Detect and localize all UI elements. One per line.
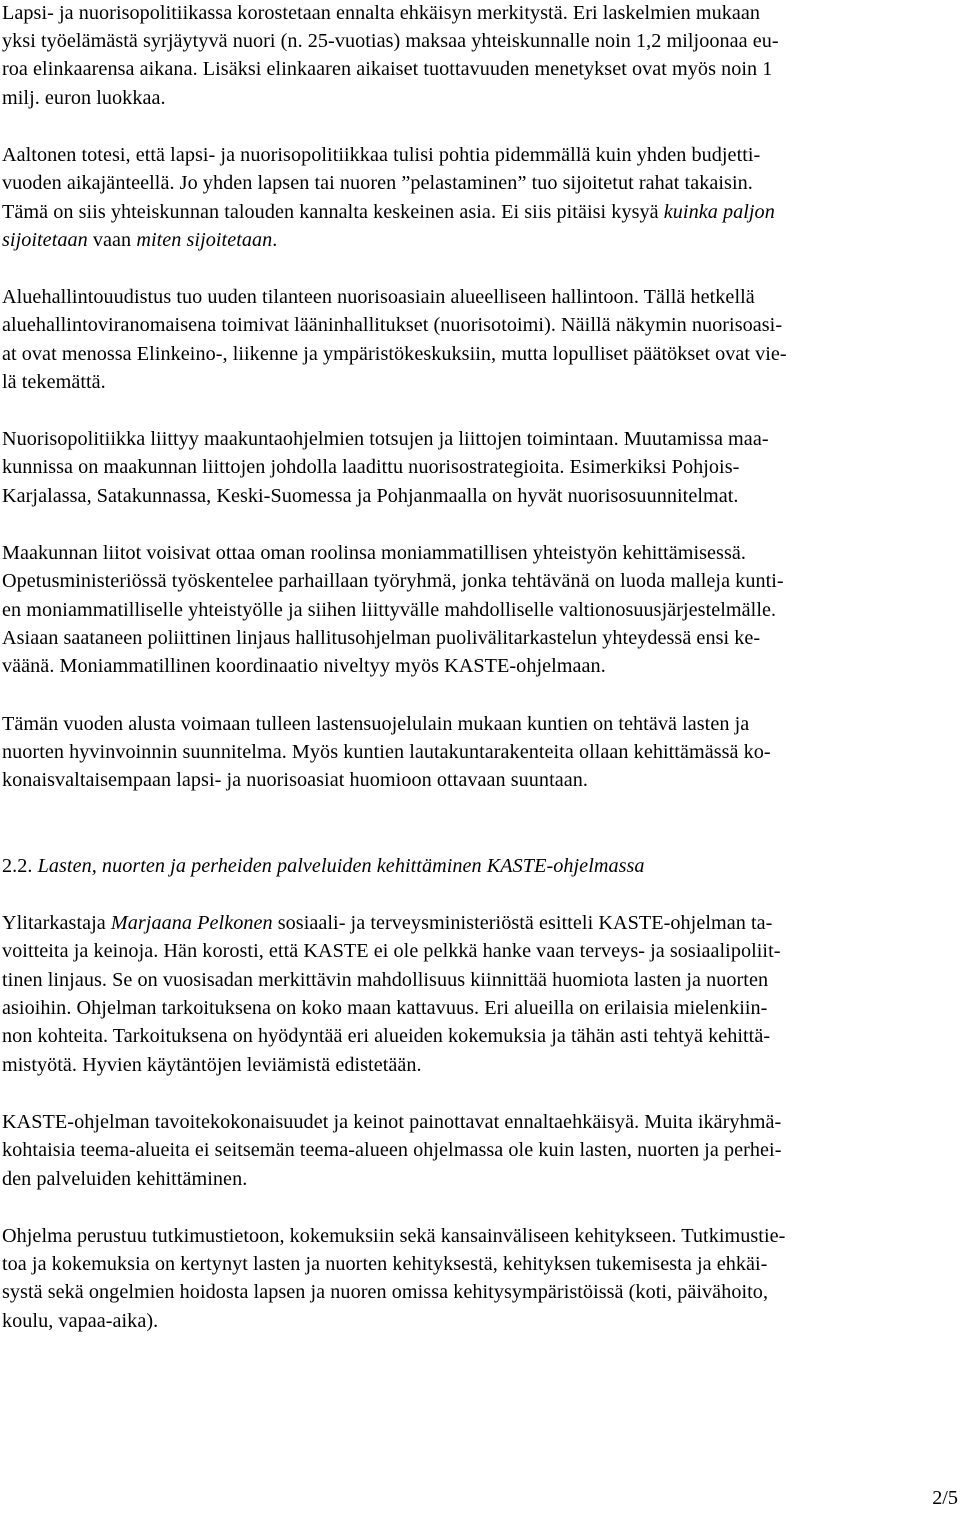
paragraph-5-line-1: Maakunnan liitot voisivat ottaa oman roolinsa moniammatillisen yhteistyön kehittämisessä. [2, 542, 746, 564]
text-period: . [272, 229, 278, 251]
section-paragraph-1-line-3: tinen linjaus. Se on vuosisadan merkittävin mahdollisuus kiinnittää huomiota lasten ja nuorten [2, 969, 769, 991]
paragraph-2-line-3 [2, 199, 960, 226]
paragraph-1-line-2: yksi työelämästä syrjäytyvä nuori (n. 25-vuotias) maksaa yhteiskunnalle noin 1,2 miljoonaa eu- [2, 30, 779, 52]
section-heading [2, 853, 645, 880]
paragraph-4-line-3: Karjalassa, Satakunnassa, Keski-Suomessa ja Pohjanmaalla on hyvät nuorisosuunnitelmat. [2, 485, 739, 507]
section-paragraph-1-line-6: mistyötä. Hyvien käytäntöjen leviämistä edistetään. [2, 1054, 422, 1076]
paragraph-2-line-4 [2, 227, 277, 254]
paragraph-5-line-5: väänä. Moniammatillinen koordinaatio niveltyy myös KASTE-ohjelmaan. [2, 655, 606, 677]
paragraph-3-line-2: aluehallintoviranomaisena toimivat lääninhallitukset (nuorisotoimi). Näillä näkymin nuorisoasi- [2, 314, 783, 336]
paragraph-2-line-3-text: Tämä on siis yhteiskunnan talouden kannalta keskeinen asia. Ei siis pitäisi kysyä [2, 201, 664, 223]
italic-miten-sijoitetaan: miten sijoitetaan [136, 229, 273, 251]
section-paragraph-1-line-5: non kohteita. Tarkoituksena on hyödyntää eri alueiden kokemuksia ja tähän asti tehtyä kehittä- [2, 1025, 771, 1047]
paragraph-4-line-1: Nuorisopolitiikka liittyy maakuntaohjelmien totsujen ja liittojen toimintaan. Muutamissa maa- [2, 428, 769, 450]
section-paragraph-1-line-1 [2, 910, 960, 937]
paragraph-6-line-1: Tämän vuoden alusta voimaan tulleen lastensuojelulain mukaan kuntien on tehtävä lasten ja [2, 713, 750, 735]
paragraph-5-line-3: en moniammatilliselle yhteistyölle ja siihen liittyvälle mahdolliselle valtionosuusjärjestelmälle. [2, 599, 777, 621]
section-number: 2.2. [2, 855, 33, 877]
text-vaan: vaan [87, 229, 137, 251]
paragraph-5-line-4: Asiaan saataneen poliittinen linjaus hallitusohjelman puolivälitarkastelun yhteydessä ensi ke- [2, 627, 761, 649]
paragraph-6-line-2: nuorten hyvinvoinnin suunnitelma. Myös kuntien lautakuntarakenteita ollaan kehittämässä ko- [2, 741, 771, 763]
paragraph-3-line-3: at ovat menossa Elinkeino-, liikenne ja ympäristökeskuksiin, mutta lopulliset päätökset ovat vie- [2, 343, 787, 365]
section-paragraph-3-line-3: systä sekä ongelmien hoidosta lapsen ja nuoren omissa kehitysympäristöissä (koti, päivähoito, [2, 1281, 769, 1303]
paragraph-2-line-3-italic: kuinka paljon [663, 201, 775, 223]
section-paragraph-2-line-2: kohtaisia teema-alueita ei seitsemän teema-alueen ohjelmassa ole kuin lasten, nuorten ja perhei- [2, 1139, 782, 1161]
section-paragraph-3-line-1: Ohjelma perustuu tutkimustietoon, kokemuksiin sekä kansainväliseen kehitykseen. Tutkimustie- [2, 1225, 786, 1247]
section-paragraph-2-line-3: den palveluiden kehittäminen. [2, 1168, 248, 1190]
text-rest: sosiaali- ja terveysministeriöstä esitteli KASTE-ohjelman ta- [272, 912, 773, 934]
paragraph-1-line-1: Lapsi- ja nuorisopolitiikassa korostetaan ennalta ehkäisyn merkitystä. Eri laskelmien mukaan [2, 2, 761, 24]
person-name: Marjaana Pelkonen [110, 912, 273, 934]
section-paragraph-1-line-2: voitteita ja keinoja. Hän korosti, että KASTE ei ole pelkkä hanke vaan terveys- ja sosiaalipoliit- [2, 940, 781, 962]
paragraph-1-line-3: roa elinkaarensa aikana. Lisäksi elinkaaren aikaiset tuottavuuden menetykset ovat myös noin 1 [2, 58, 773, 80]
text-ylitarkastaja: Ylitarkastaja [2, 912, 111, 934]
section-paragraph-3-line-2: toa ja kokemuksia on kertynyt lasten ja nuorten kehityksestä, kehityksen tukemisesta ja ehkäi- [2, 1253, 768, 1275]
paragraph-2-line-1: Aaltonen totesi, että lapsi- ja nuorisopolitiikkaa tulisi pohtia pidemmällä kuin yhden budjetti- [2, 144, 761, 166]
section-paragraph-2-line-1: KASTE-ohjelman tavoitekokonaisuudet ja keinot painottavat ennaltaehkäisyä. Muita ikäryhmä- [2, 1111, 782, 1133]
paragraph-3-line-1: Aluehallintouudistus tuo uuden tilanteen nuorisoasiain alueelliseen hallintoon. Tällä hetkellä [2, 286, 755, 308]
paragraph-2-line-2: vuoden aikajänteellä. Jo yhden lapsen tai nuoren ”pelastaminen” tuo sijoitetut rahat takaisin. [2, 172, 753, 194]
section-paragraph-1-line-4: asioihin. Ohjelman tarkoituksena on koko maan kattavuus. Eri alueilla on erilaisia mielenkiin- [2, 997, 768, 1019]
italic-sijoitetaan: sijoitetaan [2, 229, 88, 251]
paragraph-3-line-4: lä tekemättä. [2, 371, 106, 393]
paragraph-6-line-3: konaisvaltaisempaan lapsi- ja nuorisoasiat huomioon ottavaan suuntaan. [2, 769, 588, 791]
paragraph-4-line-2: kunnissa on maakunnan liittojen johdolla laadittu nuorisostrategioita. Esimerkiksi Pohjois- [2, 456, 740, 478]
section-title: Lasten, nuorten ja perheiden palveluiden kehittäminen KASTE-ohjelmassa [37, 855, 645, 877]
paragraph-5-line-2: Opetusministeriössä työskentelee parhaillaan työryhmä, jonka tehtävänä on luoda malleja kunti- [2, 570, 784, 592]
section-paragraph-3-line-4: koulu, vapaa-aika). [2, 1310, 159, 1332]
page-number: 2/5 [932, 1487, 958, 1509]
paragraph-1-line-4: milj. euron luokkaa. [2, 87, 166, 109]
